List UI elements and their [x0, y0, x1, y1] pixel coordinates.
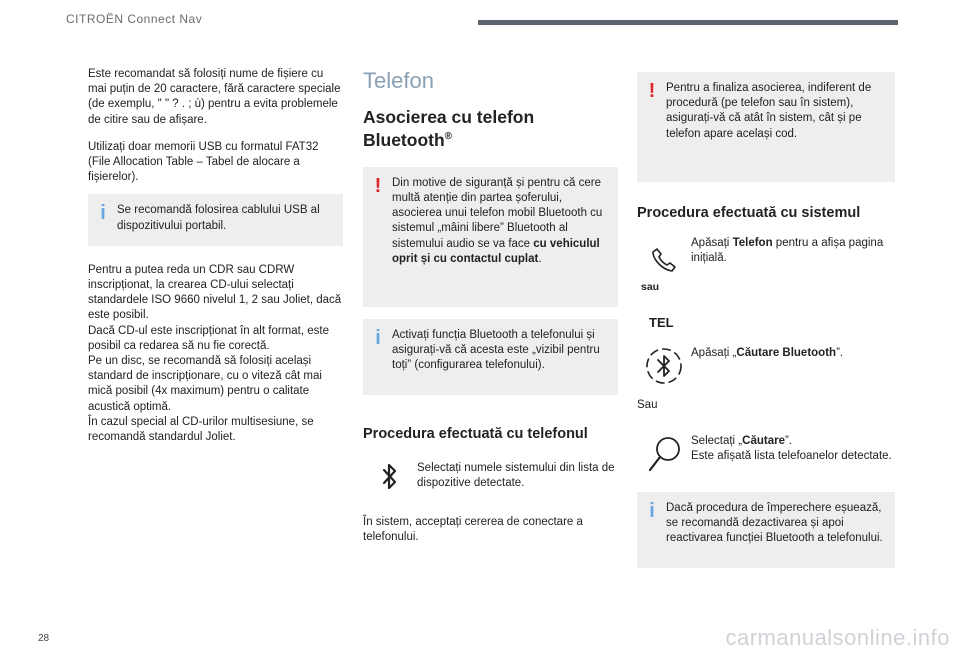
step-select-system: [363, 461, 618, 493]
header-bar: [478, 20, 898, 25]
column-2: [363, 68, 618, 545]
info-note-bluetooth-visible: [363, 319, 618, 395]
info-note-text: Dacă procedura de împerechere eșuează, se recomandă dezactivarea și apoi reactivarea funcției Bluetooth a telefonului.: [666, 501, 883, 545]
info-note-text: Activați funcția Bluetooth a telefonului și asigurați-vă că acesta este „vizibil pentru toți” (configurarea telefonului).: [392, 328, 600, 372]
watermark: carmanualsonline.info: [725, 624, 950, 650]
column-3: [637, 72, 895, 568]
step-accept-request: În sistem, acceptați cererea de conectare a telefonului.: [363, 515, 583, 544]
tel-button-label: TEL: [649, 315, 674, 331]
step-press-phone-text: Apăsați Telefon pentru a afișa pagina inițială.: [691, 237, 884, 265]
bluetooth-search-icon: [637, 346, 691, 386]
procedure-system-title: Procedura efectuată cu sistemul: [637, 205, 861, 221]
phone-handset-icon: [637, 236, 691, 272]
warning-note-safety: [363, 167, 618, 307]
warning-note-text: Pentru a finaliza asocierea, indiferent de procedură (pe telefon sau în sistem), asigurați-vă că atât în sistem, cât și pe telefon apare același cod.: [666, 82, 872, 140]
paragraph-filenames: Este recomandat să folosiți nume de fișiere cu mai puțin de 20 caractere, fără caractere speciale (de exemplu, " " ? . ; ù) pentru a evita problemele de citire sau de afișare.: [88, 68, 341, 126]
paragraph-fat32: Utilizați doar memorii USB cu formatul FAT32 (File Allocation Table – Tabel de alocare a fișierelor).: [88, 140, 319, 184]
header-title: CITROËN Connect Nav: [66, 12, 203, 26]
section-title: Telefon: [363, 68, 434, 93]
step-bluetooth-search-text: Apăsați „Căutare Bluetooth”.: [691, 347, 844, 360]
topic-title: Asocierea cu telefon Bluetooth®: [363, 107, 535, 150]
info-icon: i: [100, 202, 106, 225]
bluetooth-icon: [363, 461, 417, 493]
info-icon: i: [649, 499, 655, 522]
step-press-phone: [637, 236, 895, 280]
step-select-system-text: Selectați numele sistemului din lista de dispozitive detectate.: [417, 461, 615, 490]
procedure-phone-title: Procedura efectuată cu telefonul: [363, 425, 588, 442]
paragraph-multisession: În cazul special al CD-urilor multisesiune, se recomandă standardul Joliet.: [88, 415, 314, 444]
warning-icon: !: [648, 80, 656, 102]
paragraph-cd-format: Dacă CD-ul este inscripționat în alt format, este posibil ca redarea să nu fie corectă.: [88, 324, 329, 352]
paragraph-cdr: Pentru a putea reda un CDR sau CDRW inscripționat, la crearea CD-ului selectați standardele ISO 9660 nivelul 1, 2 sau Joliet, dacă este posibil.: [88, 263, 342, 322]
sau-label: Sau: [637, 399, 658, 412]
warning-note-same-code: [637, 72, 895, 182]
info-note-text: Se recomandă folosirea cablului USB al dispozitivului portabil.: [117, 204, 320, 232]
search-magnifier-icon: [637, 434, 691, 476]
paragraph-disc-standard: Pe un disc, se recomandă să folosiți același standard de inscripționare, cu o viteză cât mai mică posibil (4x maximum) pentru o calitate acustică optimă.: [88, 355, 322, 413]
warning-note-text: Din motive de siguranță și pentru că cere multă atenție din partea șoferului, asocierea unui telefon mobil Bluetooth cu sistemul „mâini libere” Bluetooth al sistemului audio se va face cu vehiculul oprit și cu contactul cuplat.: [392, 176, 603, 265]
step-bluetooth-search: [637, 346, 895, 386]
info-icon: i: [375, 326, 381, 349]
column-1: [88, 67, 343, 445]
info-note-pairing-failed: [637, 492, 895, 568]
page-number: 28: [38, 633, 50, 644]
step-search-text: Selectați „Căutare”. Este afișată lista telefoanelor detectate.: [691, 434, 892, 462]
or-label: sau: [641, 281, 660, 293]
warning-icon: !: [374, 174, 382, 197]
info-note-usb-cable: [88, 194, 343, 245]
step-search: [637, 434, 895, 476]
